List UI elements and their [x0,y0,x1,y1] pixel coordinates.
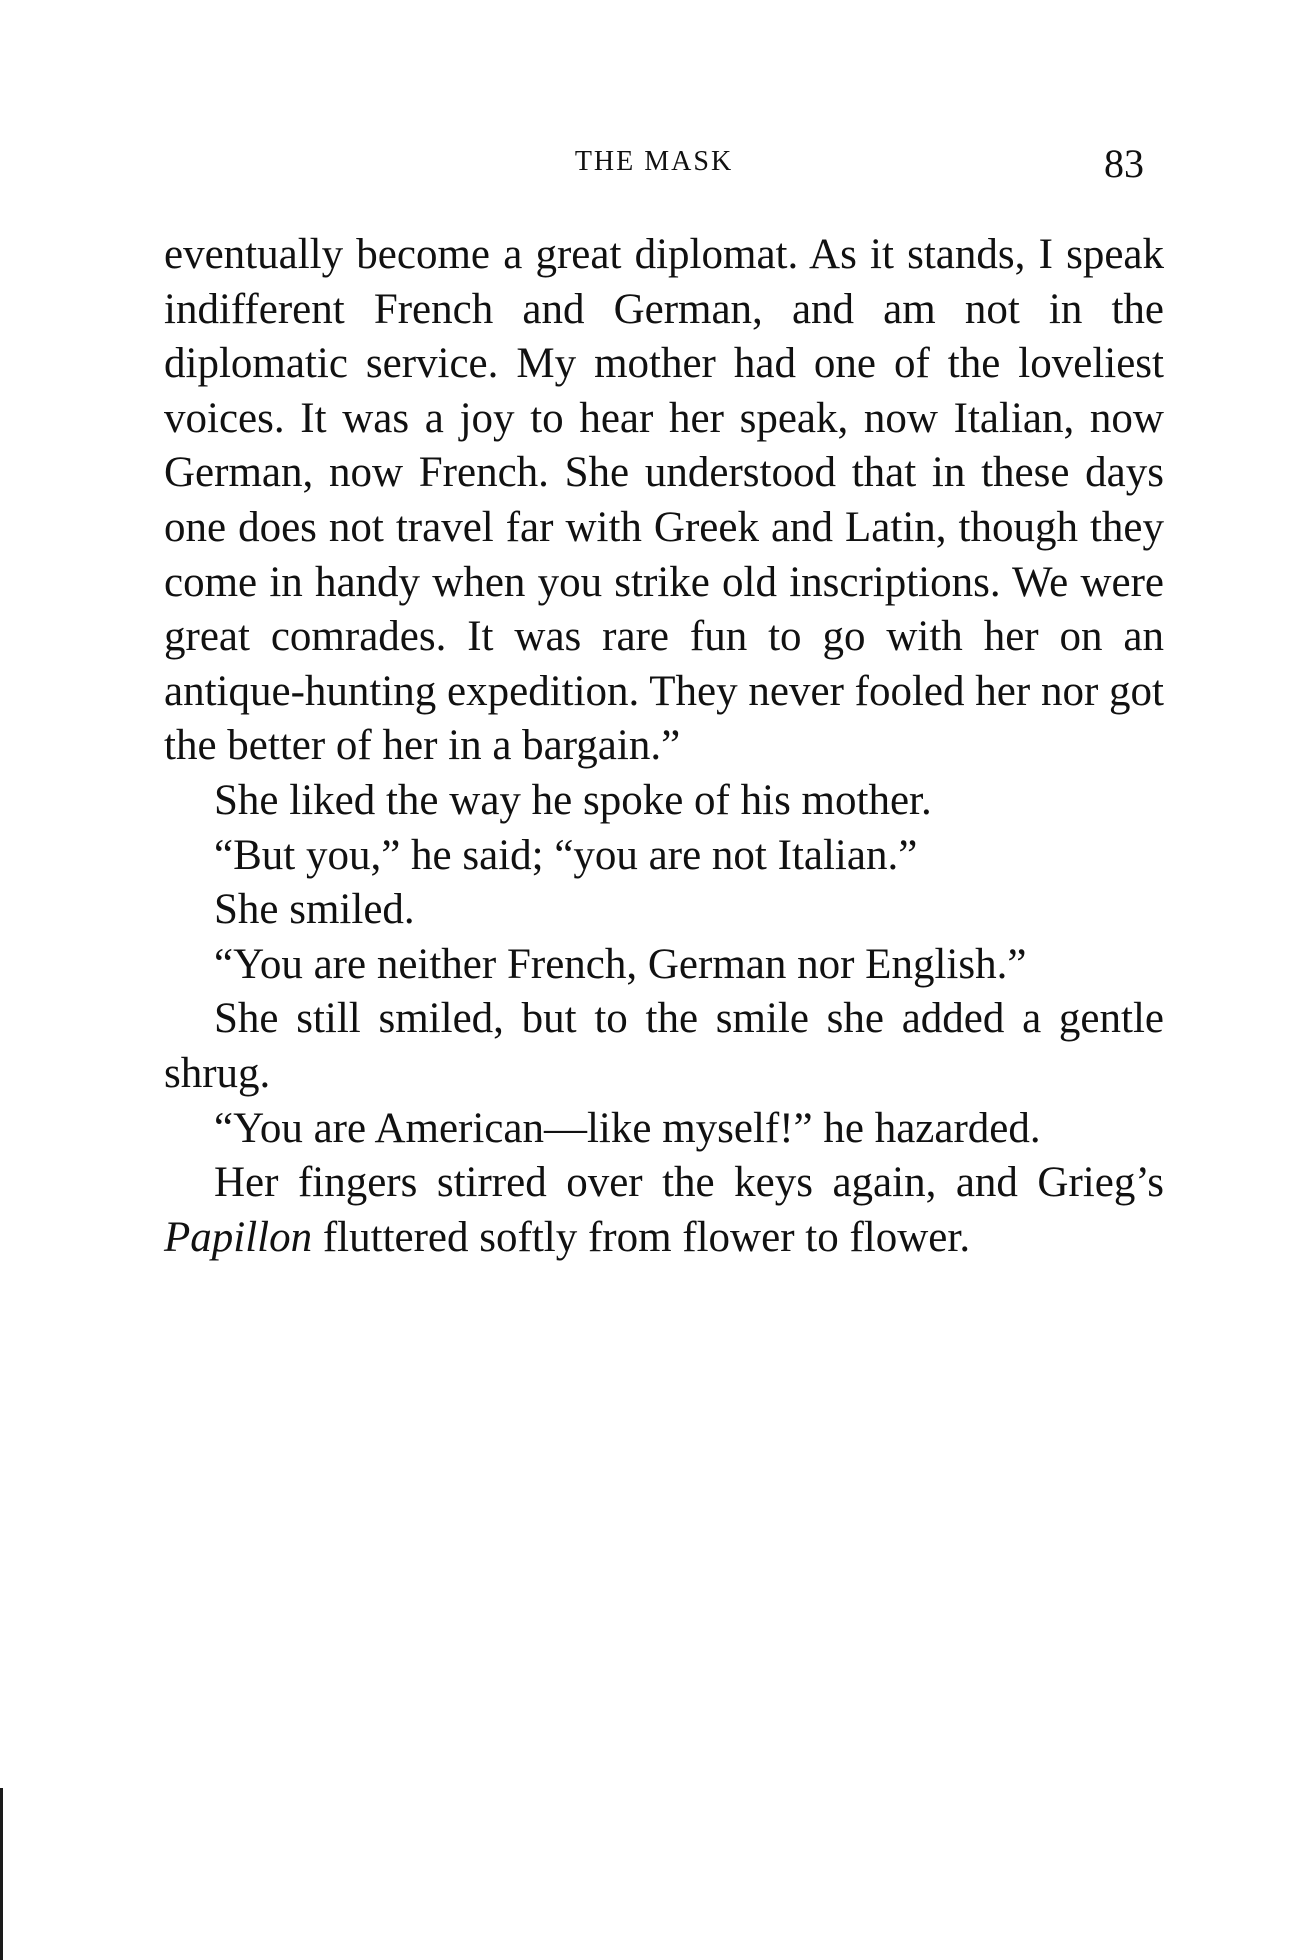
paragraph: “But you,” he said; “you are not Italian.” [214,831,918,879]
paragraph [164,1156,1164,1265]
paragraph-text: Her fingers stirred over the keys again, and Grieg’s [214,1159,1164,1207]
paragraph: “You are neither French, German nor English.” [214,940,1027,988]
paragraph: “You are American—like myself!” he hazarded. [214,1104,1041,1152]
page-number: 83 [1104,141,1144,186]
running-title: THE MASK [574,146,734,177]
paragraph: She liked the way he spoke of his mother. [214,776,932,824]
paragraph-text: fluttered softly from flower to flower. [312,1213,971,1261]
running-head [164,140,1144,190]
scan-edge-line [0,1788,3,1960]
paragraph: She still smiled, but to the smile she added a gentle shrug. [164,995,1164,1097]
paragraph: She smiled. [214,886,415,934]
italic-title: Papillon [164,1213,313,1261]
paragraph: eventually become a great diplomat. As it stands, I speak indifferent French and German, and am not in the diplomatic service. My mother had one of the loveliest voices. It was a joy to hear her speak, now Italian, now German, now French. She understood that in these days one does not travel far with Greek and Latin, though they come in handy when you strike old inscriptions. We were great comrades. It was rare fun to go with her on an antique-hunting expedition. They never fooled her nor got the better of her in a bargain.” [164,231,1164,770]
body-text [164,228,1164,1265]
